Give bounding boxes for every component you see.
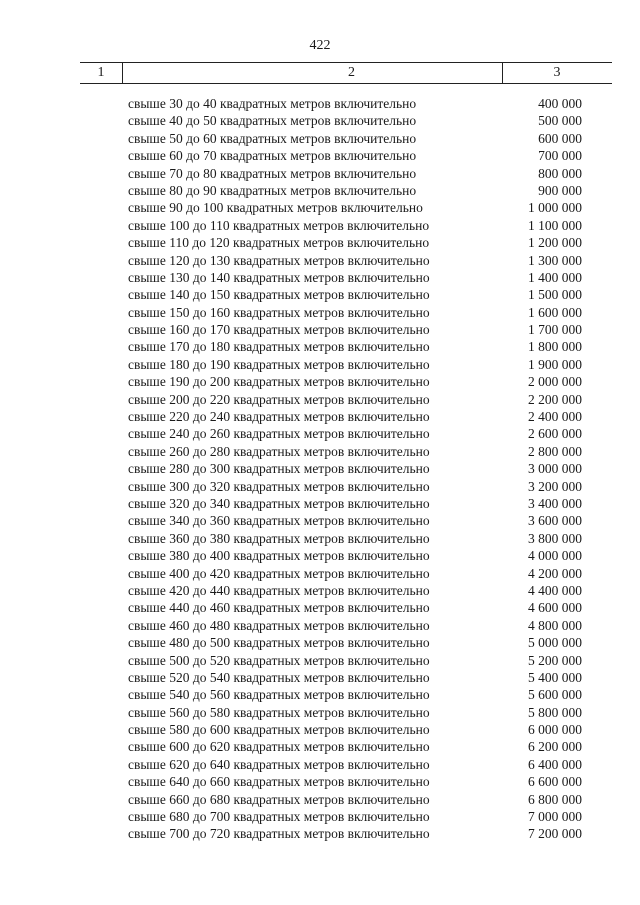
row-amount: 1 300 000 — [528, 252, 582, 268]
table-row — [80, 548, 612, 565]
row-amount: 3 600 000 — [528, 513, 582, 529]
row-amount: 1 200 000 — [528, 235, 582, 251]
row-area-range: свыше 240 до 260 квадратных метров включительно — [128, 426, 430, 442]
row-area-range: свыше 260 до 280 квадратных метров включительно — [128, 443, 430, 459]
row-area-range: свыше 50 до 60 квадратных метров включительно — [128, 130, 417, 146]
table-row — [80, 444, 612, 461]
page-number: 422 — [309, 38, 331, 53]
column-header-3: 3 — [553, 65, 561, 80]
row-area-range: свыше 200 до 220 квадратных метров включительно — [128, 391, 430, 407]
row-area-range: свыше 90 до 100 квадратных метров включительно — [128, 200, 423, 216]
column-header-2: 2 — [348, 65, 355, 80]
row-amount: 5 000 000 — [528, 635, 582, 651]
row-amount: 7 200 000 — [528, 826, 582, 842]
row-amount: 4 000 000 — [528, 548, 582, 564]
row-amount: 7 000 000 — [528, 809, 582, 825]
row-area-range: свыше 500 до 520 квадратных метров включительно — [128, 652, 430, 668]
row-amount: 5 600 000 — [528, 687, 582, 703]
row-amount: 3 800 000 — [528, 530, 582, 546]
row-amount: 4 800 000 — [528, 617, 582, 633]
table-row — [80, 774, 612, 791]
row-area-range: свыше 80 до 90 квадратных метров включительно — [128, 182, 417, 198]
row-area-range: свыше 300 до 320 квадратных метров включительно — [128, 478, 430, 494]
table-row — [80, 618, 612, 635]
row-area-range: свыше 380 до 400 квадратных метров включительно — [128, 548, 430, 564]
table-row — [80, 183, 612, 200]
row-amount: 1 600 000 — [528, 304, 582, 320]
row-area-range: свыше 580 до 600 квадратных метров включительно — [128, 722, 430, 738]
row-amount: 1 500 000 — [528, 287, 582, 303]
table-body — [80, 96, 612, 844]
table-row — [80, 826, 612, 843]
row-area-range: свыше 160 до 170 квадратных метров включительно — [128, 322, 430, 338]
table-row — [80, 218, 612, 235]
table-row — [80, 96, 612, 113]
row-amount: 2 200 000 — [528, 391, 582, 407]
table-row — [80, 305, 612, 322]
table-row — [80, 131, 612, 148]
table-row — [80, 479, 612, 496]
row-amount: 1 700 000 — [528, 322, 582, 338]
row-area-range: свыше 460 до 480 квадратных метров включительно — [128, 617, 430, 633]
row-area-range: свыше 340 до 360 квадратных метров включительно — [128, 513, 430, 529]
table-row — [80, 757, 612, 774]
row-amount: 2 000 000 — [528, 374, 582, 390]
row-amount: 600 000 — [538, 130, 582, 146]
table-row — [80, 670, 612, 687]
row-area-range: свыше 400 до 420 квадратных метров включительно — [128, 565, 430, 581]
row-area-range: свыше 150 до 160 квадратных метров включительно — [128, 304, 430, 320]
table-row — [80, 496, 612, 513]
row-area-range: свыше 320 до 340 квадратных метров включительно — [128, 495, 430, 511]
row-area-range: свыше 480 до 500 квадратных метров включительно — [128, 635, 430, 651]
table-row — [80, 357, 612, 374]
table-row — [80, 200, 612, 217]
row-amount: 5 400 000 — [528, 669, 582, 685]
table-row — [80, 253, 612, 270]
row-amount: 1 100 000 — [528, 217, 582, 233]
table-row — [80, 722, 612, 739]
row-amount: 2 800 000 — [528, 443, 582, 459]
table-row — [80, 635, 612, 652]
table-row — [80, 600, 612, 617]
row-amount: 900 000 — [538, 182, 582, 198]
row-amount: 1 400 000 — [528, 269, 582, 285]
row-area-range: свыше 420 до 440 квадратных метров включительно — [128, 582, 430, 598]
row-area-range: свыше 170 до 180 квадратных метров включительно — [128, 339, 430, 355]
table-row — [80, 270, 612, 287]
row-area-range: свыше 620 до 640 квадратных метров включительно — [128, 756, 430, 772]
row-area-range: свыше 30 до 40 квадратных метров включительно — [128, 96, 417, 111]
row-amount: 800 000 — [538, 165, 582, 181]
table-row — [80, 705, 612, 722]
table-row — [80, 113, 612, 130]
row-amount: 500 000 — [538, 113, 582, 129]
table-row — [80, 339, 612, 356]
row-amount: 2 600 000 — [528, 426, 582, 442]
table-row — [80, 322, 612, 339]
row-amount: 4 200 000 — [528, 565, 582, 581]
column-divider — [122, 63, 123, 83]
row-area-range: свыше 40 до 50 квадратных метров включительно — [128, 113, 417, 129]
table-row — [80, 531, 612, 548]
row-amount: 6 400 000 — [528, 756, 582, 772]
row-area-range: свыше 360 до 380 квадратных метров включительно — [128, 530, 430, 546]
table-row — [80, 687, 612, 704]
row-area-range: свыше 70 до 80 квадратных метров включительно — [128, 165, 417, 181]
row-area-range: свыше 130 до 140 квадратных метров включительно — [128, 269, 430, 285]
row-amount: 5 800 000 — [528, 704, 582, 720]
row-amount: 6 800 000 — [528, 791, 582, 807]
row-area-range: свыше 440 до 460 квадратных метров включительно — [128, 600, 430, 616]
column-header-1: 1 — [97, 65, 105, 80]
row-amount: 6 200 000 — [528, 739, 582, 755]
table-row — [80, 235, 612, 252]
row-area-range: свыше 60 до 70 квадратных метров включительно — [128, 148, 417, 164]
row-amount: 2 400 000 — [528, 409, 582, 425]
row-area-range: свыше 180 до 190 квадратных метров включительно — [128, 356, 430, 372]
row-area-range: свыше 680 до 700 квадратных метров включительно — [128, 809, 430, 825]
row-amount: 1 800 000 — [528, 339, 582, 355]
table-row — [80, 374, 612, 391]
row-area-range: свыше 560 до 580 квадратных метров включительно — [128, 704, 430, 720]
row-amount: 1 900 000 — [528, 356, 582, 372]
table-row — [80, 792, 612, 809]
table-row — [80, 287, 612, 304]
table-row — [80, 148, 612, 165]
row-area-range: свыше 600 до 620 квадратных метров включительно — [128, 739, 430, 755]
row-area-range: свыше 540 до 560 квадратных метров включительно — [128, 687, 430, 703]
row-amount: 700 000 — [538, 148, 582, 164]
row-amount: 3 200 000 — [528, 478, 582, 494]
row-amount: 4 600 000 — [528, 600, 582, 616]
row-amount: 3 400 000 — [528, 495, 582, 511]
row-area-range: свыше 110 до 120 квадратных метров включительно — [128, 235, 430, 251]
row-area-range: свыше 140 до 150 квадратных метров включительно — [128, 287, 430, 303]
row-area-range: свыше 640 до 660 квадратных метров включительно — [128, 774, 430, 790]
row-area-range: свыше 280 до 300 квадратных метров включительно — [128, 461, 430, 477]
row-amount: 6 000 000 — [528, 722, 582, 738]
row-amount: 6 600 000 — [528, 774, 582, 790]
row-amount: 3 000 000 — [528, 461, 582, 477]
table-row — [80, 809, 612, 826]
row-amount: 400 000 — [538, 96, 582, 111]
row-area-range: свыше 220 до 240 квадратных метров включительно — [128, 409, 430, 425]
row-area-range: свыше 100 до 110 квадратных метров включительно — [128, 217, 430, 233]
table-row — [80, 409, 612, 426]
table-row — [80, 583, 612, 600]
table-row — [80, 461, 612, 478]
row-amount: 5 200 000 — [528, 652, 582, 668]
row-area-range: свыше 660 до 680 квадратных метров включительно — [128, 791, 430, 807]
table-row — [80, 166, 612, 183]
table-row — [80, 426, 612, 443]
table-row — [80, 566, 612, 583]
row-amount: 1 000 000 — [528, 200, 582, 216]
row-area-range: свыше 120 до 130 квадратных метров включительно — [128, 252, 430, 268]
table-row — [80, 392, 612, 409]
row-area-range: свыше 520 до 540 квадратных метров включительно — [128, 669, 430, 685]
table-row — [80, 513, 612, 530]
row-area-range: свыше 190 до 200 квадратных метров включительно — [128, 374, 430, 390]
table-row — [80, 739, 612, 756]
row-area-range: свыше 700 до 720 квадратных метров включительно — [128, 826, 430, 842]
table-row — [80, 653, 612, 670]
column-header-row — [80, 62, 612, 84]
row-amount: 4 400 000 — [528, 582, 582, 598]
